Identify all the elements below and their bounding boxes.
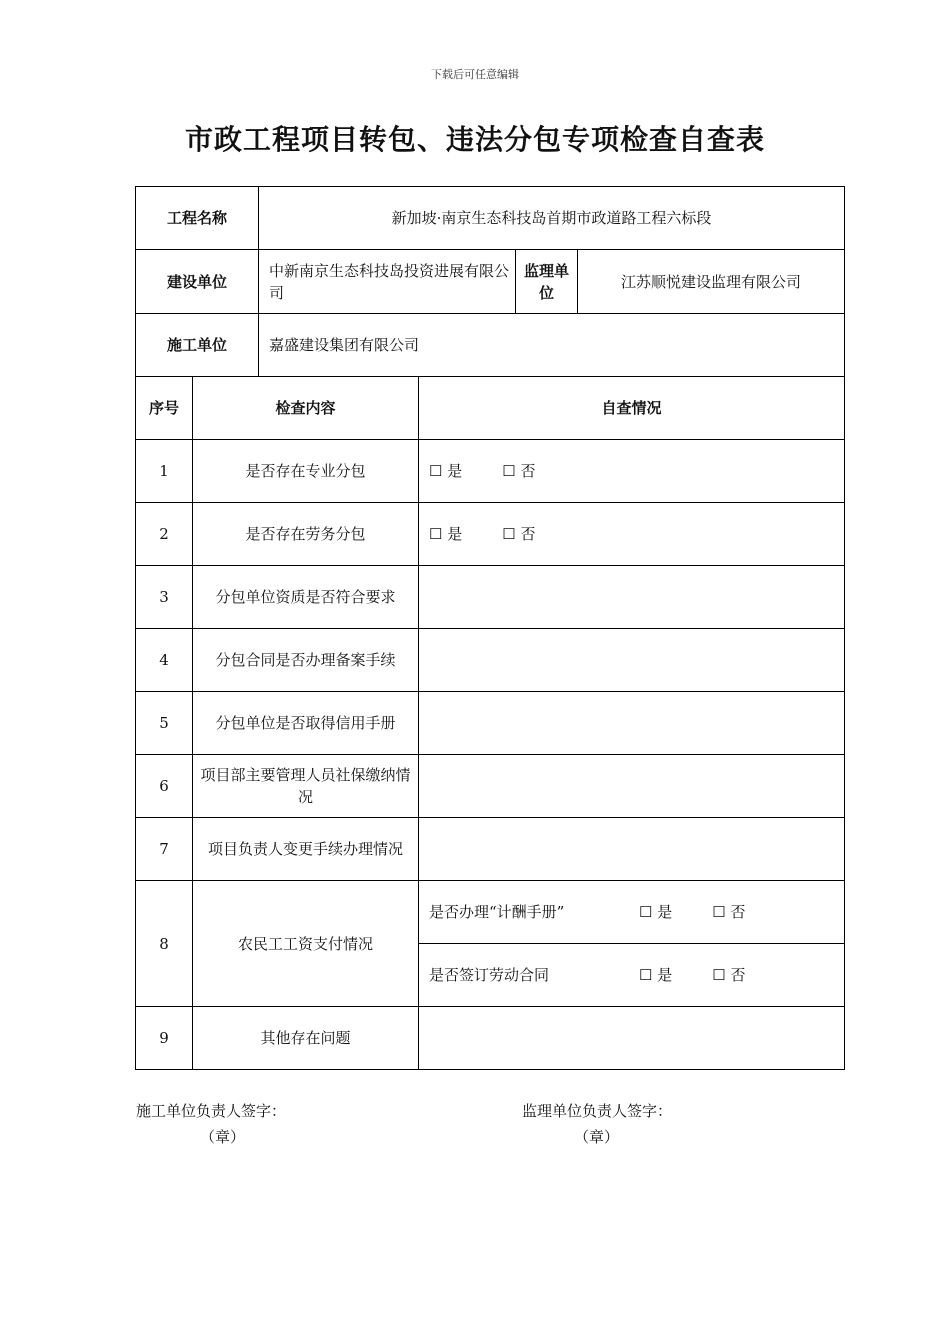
row-content: 分包单位资质是否符合要求: [193, 566, 419, 629]
row-status-field[interactable]: [419, 818, 845, 881]
row-status-field[interactable]: [419, 1007, 845, 1070]
row-status: [419, 944, 845, 1007]
checkbox-no[interactable]: ☐: [712, 966, 726, 984]
row-content: 项目负责人变更手续办理情况: [193, 818, 419, 881]
table-row: [136, 818, 845, 881]
yes-label: 是: [447, 462, 463, 480]
row-content: 农民工工资支付情况: [193, 881, 419, 1007]
inspection-form-table: [135, 186, 845, 1070]
no-label: 否: [730, 903, 746, 921]
no-label: 否: [520, 525, 536, 543]
contractor-seal: （章）: [200, 1128, 246, 1146]
row-no: 9: [136, 1007, 193, 1070]
row-content: 其他存在问题: [193, 1007, 419, 1070]
row-no: 3: [136, 566, 193, 629]
table-row: [136, 440, 845, 503]
row-status: [419, 881, 845, 944]
row-no: 6: [136, 755, 193, 818]
no-label: 否: [730, 966, 746, 984]
header-no: 序号: [136, 377, 193, 440]
supervisor-seal: （章）: [574, 1128, 620, 1146]
checkbox-yes[interactable]: ☐: [429, 525, 443, 543]
header-content: 检查内容: [193, 377, 419, 440]
row-status-field[interactable]: [419, 755, 845, 818]
checkbox-no[interactable]: ☐: [502, 462, 516, 480]
yes-label: 是: [447, 525, 463, 543]
owner-value: 中新南京生态科技岛投资进展有限公司: [259, 250, 516, 314]
table-row: [136, 881, 845, 944]
checkbox-no[interactable]: ☐: [712, 903, 726, 921]
row-content: 是否存在专业分包: [193, 440, 419, 503]
supervisor-signature-label: 监理单位负责人签字：: [522, 1102, 673, 1120]
contractor-value: 嘉盛建设集团有限公司: [259, 314, 845, 377]
table-row: [136, 629, 845, 692]
checkbox-yes[interactable]: ☐: [639, 966, 653, 984]
owner-label: 建设单位: [136, 250, 259, 314]
contractor-signature-label: 施工单位负责人签字：: [136, 1102, 287, 1120]
row-content: 项目部主要管理人员社保缴纳情况: [193, 755, 419, 818]
project-name-label: 工程名称: [136, 187, 259, 250]
table-row: [136, 1007, 845, 1070]
header-status: 自查情况: [419, 377, 845, 440]
supervisor-label: 监理单位: [516, 250, 578, 314]
table-row: [136, 566, 845, 629]
yes-label: 是: [657, 966, 673, 984]
row-no: 7: [136, 818, 193, 881]
table-row: [136, 755, 845, 818]
row-no: 2: [136, 503, 193, 566]
row-no: 8: [136, 881, 193, 1007]
supervisor-value: 江苏顺悦建设监理有限公司: [578, 250, 845, 314]
row-status-field[interactable]: [419, 692, 845, 755]
row-content: 是否存在劳务分包: [193, 503, 419, 566]
row-no: 5: [136, 692, 193, 755]
row-status-field[interactable]: [419, 629, 845, 692]
checkbox-no[interactable]: ☐: [502, 525, 516, 543]
project-name-value: 新加坡·南京生态科技岛首期市政道路工程六标段: [259, 187, 845, 250]
row-content: 分包合同是否办理备案手续: [193, 629, 419, 692]
sub-item-label: 是否签订劳动合同: [429, 966, 550, 984]
row-status: [419, 440, 845, 503]
header-note: 下载后可任意编辑: [431, 68, 519, 81]
checkbox-yes[interactable]: ☐: [639, 903, 653, 921]
row-status-field[interactable]: [419, 566, 845, 629]
checkbox-yes[interactable]: ☐: [429, 462, 443, 480]
contractor-label: 施工单位: [136, 314, 259, 377]
row-no: 1: [136, 440, 193, 503]
table-row: [136, 692, 845, 755]
row-content: 分包单位是否取得信用手册: [193, 692, 419, 755]
page-title: 市政工程项目转包、违法分包专项检查自查表: [184, 123, 765, 156]
yes-label: 是: [657, 903, 673, 921]
row-status: [419, 503, 845, 566]
row-no: 4: [136, 629, 193, 692]
table-row: [136, 503, 845, 566]
sub-item-label: 是否办理“计酬手册”: [429, 903, 565, 921]
no-label: 否: [520, 462, 536, 480]
